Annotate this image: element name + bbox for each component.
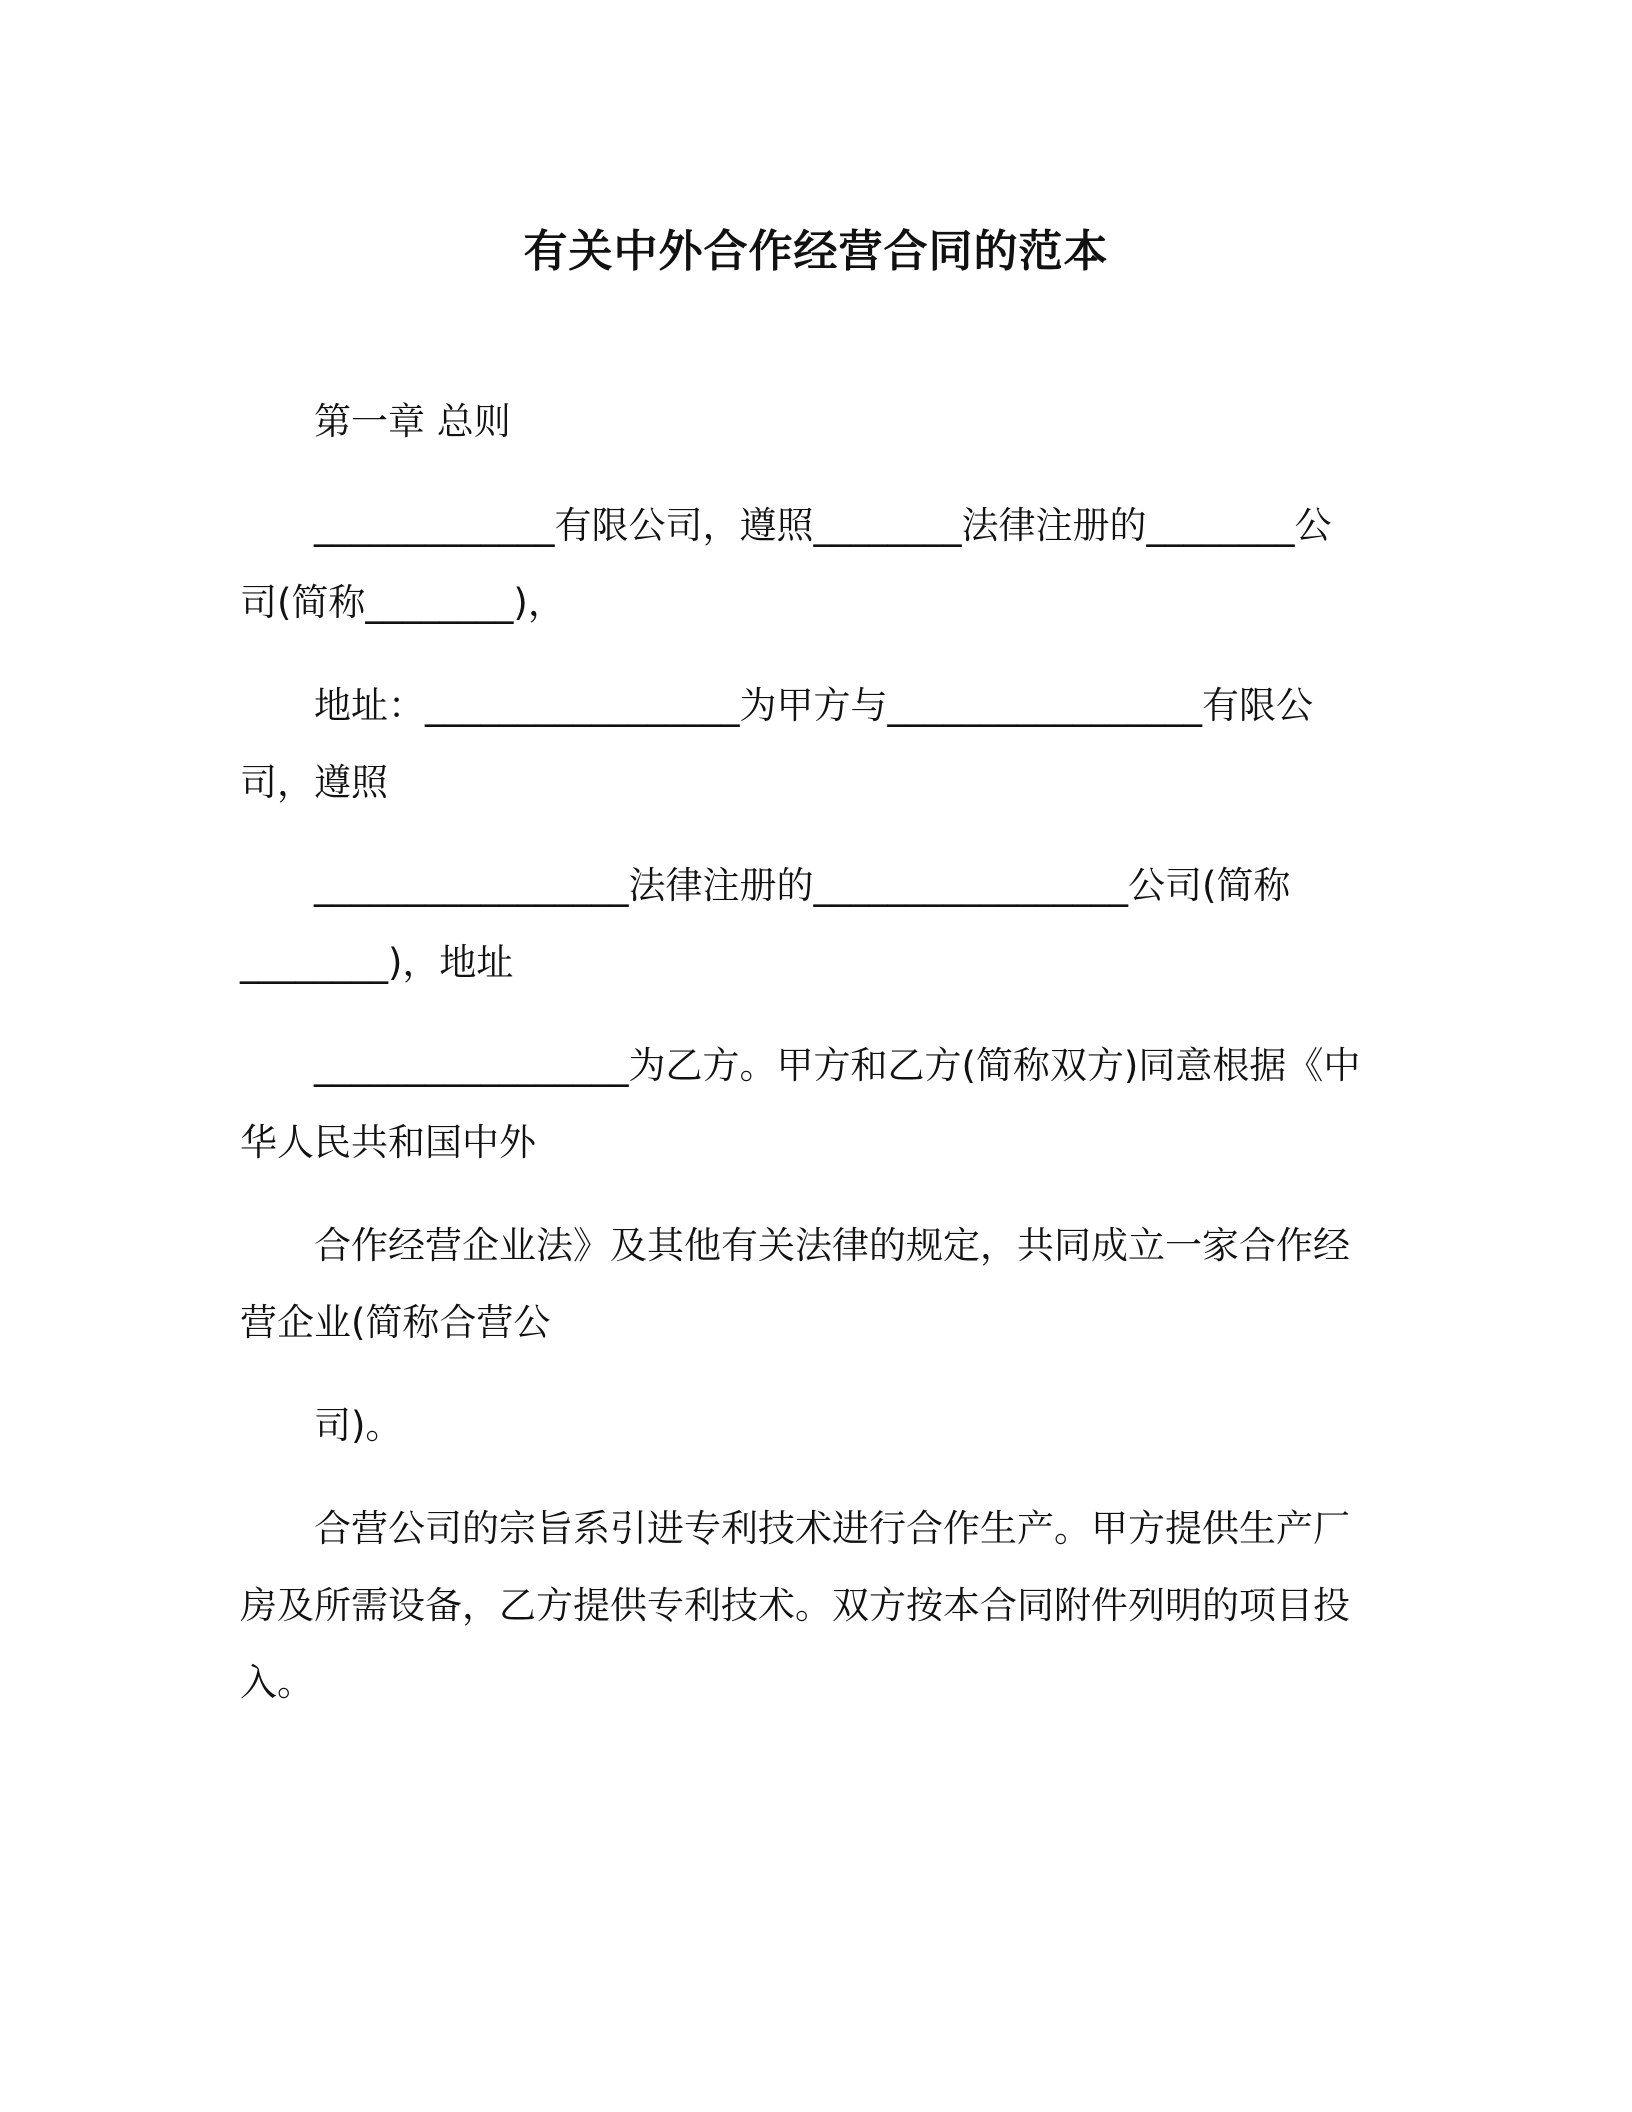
document-title: 有关中外合作经营合同的范本 <box>523 226 1109 277</box>
paragraph-line: 华人民共和国中外 <box>240 1121 536 1164</box>
paragraph-line: 房及所需设备，乙方提供专利技术。双方按本合同附件列明的项目投 <box>240 1584 1350 1627</box>
paragraph-line: 司，遵照 <box>240 761 388 804</box>
paragraph-line: _____________有限公司，遵照________法律注册的________公 <box>314 504 1332 547</box>
paragraph-line: 合营公司的宗旨系引进专利技术进行合作生产。甲方提供生产厂 <box>314 1507 1350 1550</box>
paragraph-line: 地址：_________________为甲方与_________________有限公 <box>314 684 1313 727</box>
chapter-heading: 第一章 总则 <box>314 400 511 443</box>
paragraph-line: 入。 <box>240 1661 314 1704</box>
paragraph-line: 司(简称________)， <box>240 581 565 624</box>
paragraph-line: _________________法律注册的_________________公司(简称 <box>314 864 1291 907</box>
paragraph-line: 合作经营企业法》及其他有关法律的规定，共同成立一家合作经 <box>314 1224 1350 1267</box>
paragraph-line: ________)，地址 <box>240 941 514 984</box>
paragraph-line: 营企业(简称合营公 <box>240 1301 551 1344</box>
paragraph-line: _________________为乙方。甲方和乙方(简称双方)同意根据《中 <box>314 1044 1361 1087</box>
paragraph-line: 司)。 <box>314 1404 403 1447</box>
